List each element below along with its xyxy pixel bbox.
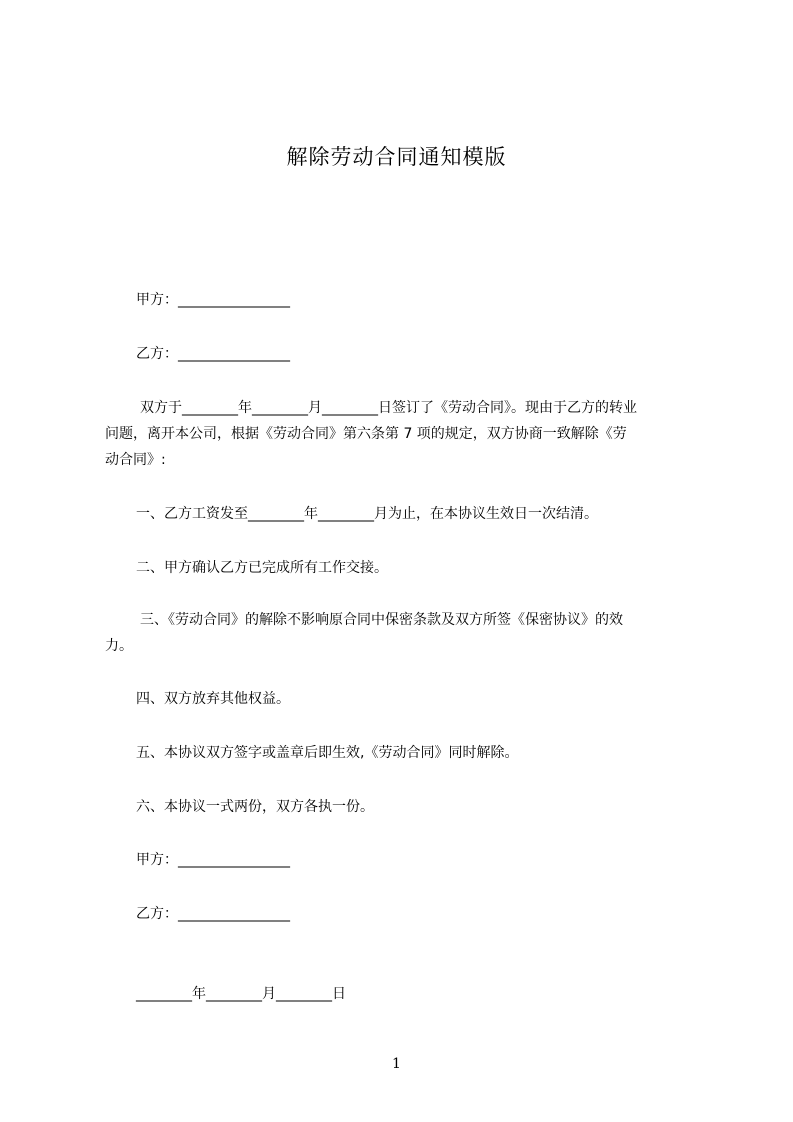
intro-paragraph-line-1: 双方于________年________月________日签订了《劳动合同》。现由于乙方的转业 [140, 400, 637, 416]
clause-3-line-1: 三、《劳动合同》的解除不影响原合同中保密条款及双方所签《保密协议》的效 [140, 612, 623, 628]
party-b-signature-field: 乙方：________________ [136, 906, 290, 922]
party-a-field-top: 甲方：________________ [136, 292, 290, 308]
date-field: ________年________月________日 [136, 986, 346, 1002]
clause-6: 六、本协议一式两份，双方各执一份。 [136, 799, 374, 815]
party-a-signature-field: 甲方：________________ [136, 852, 290, 868]
clause-4: 四、双方放弃其他权益。 [136, 691, 290, 707]
clause-3-line-2: 力。 [105, 638, 133, 654]
clause-5: 五、本协议双方签字或盖章后即生效,《劳动合同》同时解除。 [136, 745, 519, 761]
clause-1: 一、乙方工资发至________年________月为止，在本协议生效日一次结清。 [136, 506, 598, 522]
party-b-field-top: 乙方：________________ [136, 346, 290, 362]
page-number: 1 [392, 1056, 401, 1072]
document-title: 解除劳动合同通知模版 [286, 145, 507, 169]
clause-2: 二、甲方确认乙方已完成所有工作交接。 [136, 560, 388, 576]
intro-paragraph-line-2: 问题，离开本公司，根据《劳动合同》第六条第 7 项的规定，双方协商一致解除《劳 [105, 426, 627, 442]
intro-paragraph-line-3: 动合同》: [105, 452, 166, 468]
